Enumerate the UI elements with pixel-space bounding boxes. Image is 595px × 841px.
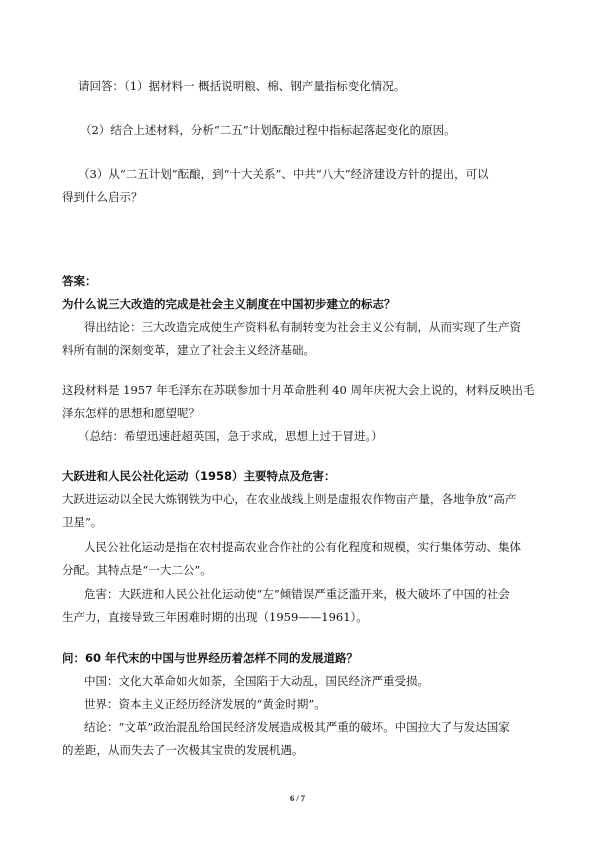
- section-2-title: 大跃进和人民公社化运动（1958）主要特点及危害：: [62, 469, 336, 483]
- section-2-line-6: 生产力，直接导致三年困难时期的出现（1959——1961）。: [62, 610, 368, 624]
- answers-heading: 答案：: [62, 274, 97, 288]
- question-3-line-1: （3）从“二五计划”酝酿，到“十大关系”、中共“八大”经济建设方针的提出，可以: [78, 167, 489, 181]
- question-2: （2）结合上述材料，分析“二五”计划酝酿过程中指标起落起变化的原因。: [80, 123, 456, 137]
- section-2-line-1: 大跃进运动以全民大炼钢铁为中心，在农业战线上则是虚报农作物亩产量，各地争放“高产: [62, 492, 517, 506]
- section-1-conclusion-line-1: 得出结论：三大改造完成使生产资料私有制转变为社会主义公有制，从而实现了生产资: [84, 320, 521, 334]
- section-1-paragraph-line-1: 这段材料是 1957 年毛泽东在苏联参加十月革命胜利 40 周年庆祝大会上说的，材料反映出毛: [62, 383, 535, 397]
- section-2-line-4: 分配。其特点是“一大二公”。: [62, 563, 212, 577]
- question-3-line-2: 得到什么启示？: [62, 190, 143, 204]
- section-1-summary: （总结：希望迅速赶超英国，急于求成，思想上过于冒进。）: [78, 429, 383, 443]
- page-number: 6 / 7: [289, 793, 306, 803]
- section-2-line-2: 卫星”。: [62, 515, 103, 529]
- section-2-line-5: 危害：大跃进和人民公社化运动使“左”倾错误严重泛滥开来，极大破坏了中国的社会: [84, 587, 510, 601]
- section-3-china: 中国：文化大革命如火如荼，全国陷于大动乱，国民经济严重受损。: [84, 674, 429, 688]
- section-3-conclusion-line-2: 的差距，从而失去了一次极其宝贵的发展机遇。: [62, 743, 304, 757]
- section-3-title: 问：60 年代末的中国与世界经历着怎样不同的发展道路？: [62, 651, 359, 665]
- section-3-world: 世界：资本主义正经历经济发展的“黄金时期”。: [84, 697, 326, 711]
- section-1-conclusion-line-2: 料所有制的深刻变革，建立了社会主义经济基础。: [62, 343, 315, 357]
- section-1-paragraph-line-2: 泽东怎样的思想和愿望呢？: [62, 406, 200, 420]
- question-1: 请回答：（1）据材料一 概括说明粮、棉、钢产量指标变化情况。: [78, 79, 406, 93]
- section-3-conclusion-line-1: 结论：“文革”政治混乱给国民经济发展造成极其严重的破坏。中国拉大了与发达国家: [84, 720, 510, 734]
- section-2-line-3: 人民公社化运动是指在农村提高农业合作社的公有化程度和规模，实行集体劳动、集体: [84, 540, 521, 554]
- section-1-title: 为什么说三大改造的完成是社会主义制度在中国初步建立的标志？: [62, 297, 396, 311]
